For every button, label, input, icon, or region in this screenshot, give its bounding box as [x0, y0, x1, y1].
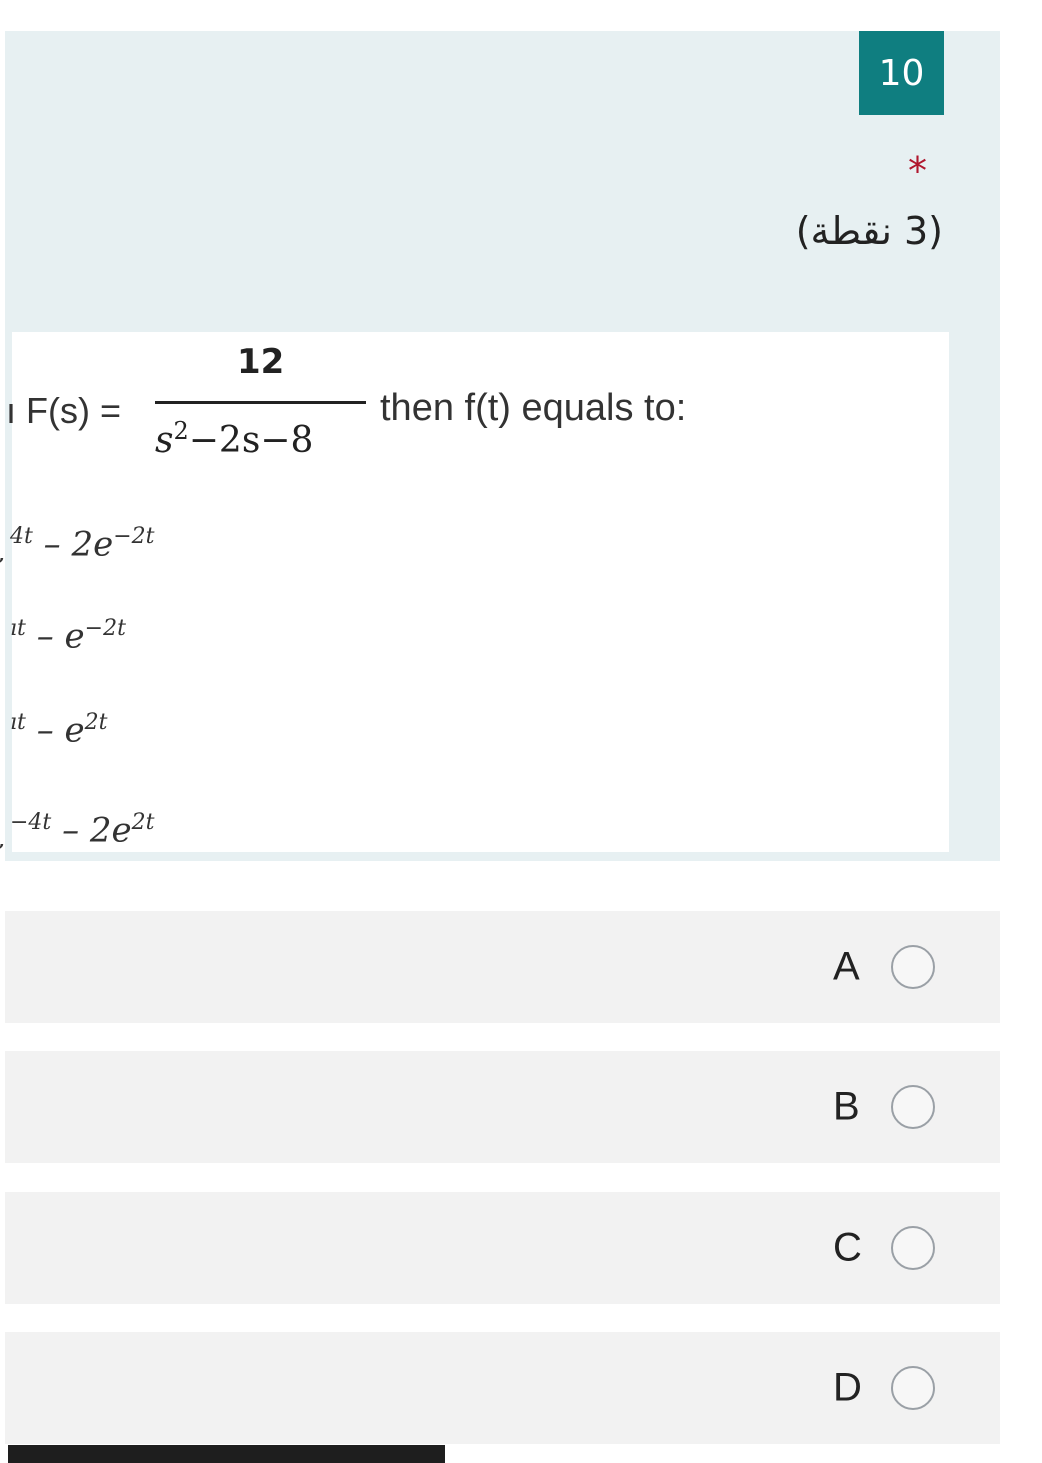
- option-1-exp: 4t: [10, 524, 33, 549]
- fraction-denominator: [155, 417, 313, 461]
- image-option-4: [10, 810, 155, 850]
- question-card: [5, 31, 1000, 861]
- option-3-exp: ıt: [10, 710, 26, 735]
- fraction-numerator: 12: [237, 342, 285, 382]
- bottom-bar: [8, 1445, 445, 1463]
- answer-option-c[interactable]: [5, 1192, 1000, 1304]
- option-1-rest-exp: −2t: [113, 524, 155, 549]
- option-4-exp: −4t: [10, 810, 52, 835]
- option-3-rest: – e: [36, 710, 85, 751]
- answer-option-b[interactable]: [5, 1051, 1000, 1163]
- radio-button-b[interactable]: [891, 1085, 935, 1129]
- image-option-1: [10, 524, 155, 564]
- option-4-rest: – 2e: [62, 810, 132, 851]
- denominator-exponent: 2: [173, 417, 189, 445]
- statement-right-text: then f(t) equals to:: [380, 387, 687, 429]
- option-2-exp: ıt: [10, 616, 26, 641]
- answer-option-a[interactable]: [5, 911, 1000, 1023]
- denominator-variable: s: [155, 420, 174, 461]
- radio-button-d[interactable]: [891, 1366, 935, 1410]
- fraction-bar: [155, 401, 366, 404]
- statement-left-text: ı F(s) =: [6, 390, 121, 431]
- option-1-rest: – 2e: [43, 524, 114, 565]
- option-2-rest: – e: [36, 616, 85, 657]
- question-image: [6, 332, 949, 852]
- answer-label-d: D: [833, 1365, 862, 1410]
- answer-label-a: A: [833, 944, 860, 989]
- denominator-rest: −2s−8: [188, 420, 314, 461]
- option-2-rest-exp: −2t: [84, 616, 126, 641]
- answer-label-c: C: [833, 1225, 862, 1270]
- image-option-2: [10, 616, 126, 656]
- radio-button-a[interactable]: [891, 945, 935, 989]
- image-option-3: [10, 710, 107, 750]
- answer-label-b: B: [833, 1084, 860, 1129]
- question-statement: [6, 332, 912, 482]
- points-label: (3 نقطة): [795, 209, 943, 253]
- question-number-badge: 10: [859, 31, 944, 115]
- required-marker: *: [908, 149, 927, 193]
- option-4-rest-exp: 2t: [131, 810, 155, 835]
- radio-button-c[interactable]: [891, 1226, 935, 1270]
- answer-option-d[interactable]: [5, 1332, 1000, 1444]
- option-3-rest-exp: 2t: [84, 710, 108, 735]
